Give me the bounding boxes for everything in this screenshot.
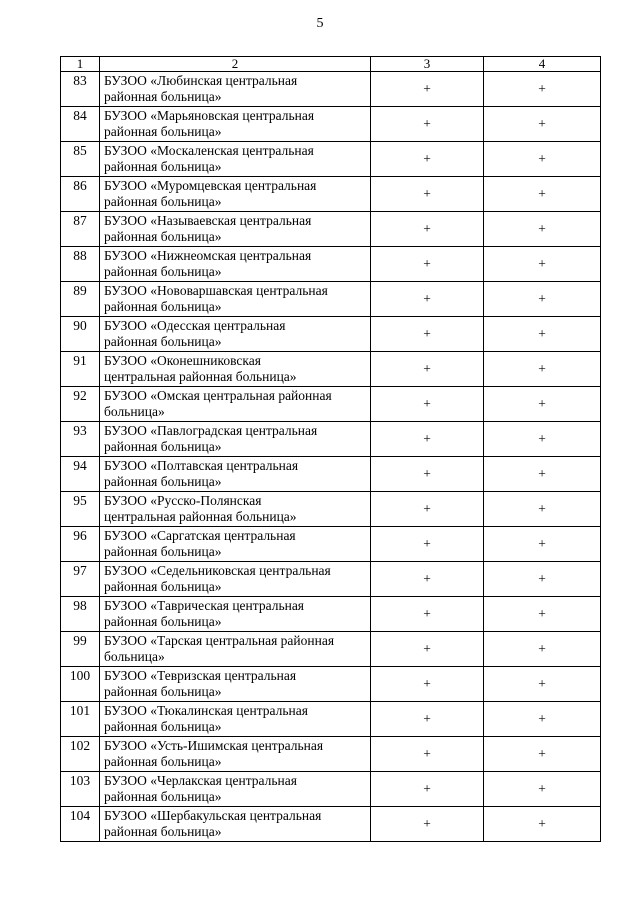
row-number: 90: [61, 317, 100, 352]
col4-mark: +: [484, 72, 601, 107]
hospital-table: [60, 56, 601, 842]
institution-name: [100, 492, 371, 527]
institution-name: [100, 702, 371, 737]
col4-mark: +: [484, 387, 601, 422]
institution-name-line2: районная больница»: [104, 159, 222, 174]
institution-name: [100, 632, 371, 667]
institution-name-line1: БУЗОО «Тарская центральная районная: [104, 633, 335, 648]
institution-name-line1: БУЗОО «Одесская центральная: [104, 318, 286, 333]
institution-name-line1: БУЗОО «Марьяновская центральная: [104, 108, 315, 123]
col4-mark: +: [484, 667, 601, 702]
institution-name-line2: районная больница»: [104, 754, 222, 769]
col4-mark: +: [484, 177, 601, 212]
institution-name: [100, 772, 371, 807]
col4-mark: +: [484, 422, 601, 457]
table-row: [61, 667, 601, 702]
institution-name-line2: больница»: [104, 649, 165, 664]
institution-name-line2: районная больница»: [104, 194, 222, 209]
col3-mark: +: [371, 702, 484, 737]
table-row: [61, 142, 601, 177]
institution-name-line1: БУЗОО «Называевская центральная: [104, 213, 312, 228]
header-cell-2: 2: [100, 57, 371, 72]
col4-mark: +: [484, 632, 601, 667]
col3-mark: +: [371, 142, 484, 177]
table-row: [61, 177, 601, 212]
row-number: 83: [61, 72, 100, 107]
institution-name: [100, 282, 371, 317]
table-row: [61, 807, 601, 842]
col3-mark: +: [371, 597, 484, 632]
row-number: 102: [61, 737, 100, 772]
institution-name-line2: районная больница»: [104, 89, 222, 104]
table-row: [61, 72, 601, 107]
institution-name-line1: БУЗОО «Полтавская центральная: [104, 458, 299, 473]
institution-name: [100, 177, 371, 212]
table-row: [61, 387, 601, 422]
institution-name-line1: БУЗОО «Тюкалинская центральная: [104, 703, 308, 718]
institution-name-line1: БУЗОО «Нижнеомская центральная: [104, 248, 312, 263]
col3-mark: +: [371, 282, 484, 317]
institution-name-line2: больница»: [104, 404, 165, 419]
institution-name-line2: районная больница»: [104, 614, 222, 629]
institution-name-line2: районная больница»: [104, 579, 222, 594]
institution-name: [100, 667, 371, 702]
institution-name-line2: районная больница»: [104, 474, 222, 489]
row-number: 100: [61, 667, 100, 702]
institution-name-line1: БУЗОО «Таврическая центральная: [104, 598, 305, 613]
institution-name: [100, 387, 371, 422]
col4-mark: +: [484, 317, 601, 352]
col3-mark: +: [371, 632, 484, 667]
row-number: 87: [61, 212, 100, 247]
col4-mark: +: [484, 282, 601, 317]
col3-mark: +: [371, 667, 484, 702]
institution-name-line2: районная больница»: [104, 334, 222, 349]
institution-name: [100, 737, 371, 772]
institution-name-line1: БУЗОО «Москаленская центральная: [104, 143, 314, 158]
institution-name-line1: БУЗОО «Шербакульская центральная: [104, 808, 322, 823]
row-number: 88: [61, 247, 100, 282]
table-row: [61, 492, 601, 527]
institution-name: [100, 527, 371, 562]
col4-mark: +: [484, 352, 601, 387]
institution-name-line2: районная больница»: [104, 719, 222, 734]
institution-name-line1: БУЗОО «Седельниковская центральная: [104, 563, 331, 578]
institution-name-line2: районная больница»: [104, 824, 222, 839]
col4-mark: +: [484, 492, 601, 527]
table-row: [61, 422, 601, 457]
institution-name: [100, 247, 371, 282]
row-number: 85: [61, 142, 100, 177]
header-row: [61, 57, 601, 72]
col4-mark: +: [484, 737, 601, 772]
row-number: 91: [61, 352, 100, 387]
institution-name-line2: центральная районная больница»: [104, 369, 297, 384]
institution-name-line2: центральная районная больница»: [104, 509, 297, 524]
institution-name-line1: БУЗОО «Павлоградская центральная: [104, 423, 318, 438]
col4-mark: +: [484, 212, 601, 247]
table-row: [61, 282, 601, 317]
col3-mark: +: [371, 737, 484, 772]
institution-name-line1: БУЗОО «Тевризская центральная: [104, 668, 297, 683]
col3-mark: +: [371, 247, 484, 282]
institution-name-line1: БУЗОО «Усть-Ишимская центральная: [104, 738, 324, 753]
institution-name-line2: районная больница»: [104, 229, 222, 244]
table-row: [61, 527, 601, 562]
institution-name: [100, 212, 371, 247]
col3-mark: +: [371, 72, 484, 107]
institution-name-line2: районная больница»: [104, 124, 222, 139]
institution-name-line1: БУЗОО «Черлакская центральная: [104, 773, 297, 788]
institution-name: [100, 317, 371, 352]
table-header: [61, 57, 601, 72]
table-row: [61, 597, 601, 632]
col3-mark: +: [371, 352, 484, 387]
row-number: 94: [61, 457, 100, 492]
col3-mark: +: [371, 492, 484, 527]
table-row: [61, 457, 601, 492]
row-number: 95: [61, 492, 100, 527]
col4-mark: +: [484, 772, 601, 807]
row-number: 96: [61, 527, 100, 562]
col4-mark: +: [484, 562, 601, 597]
col3-mark: +: [371, 212, 484, 247]
row-number: 93: [61, 422, 100, 457]
institution-name-line2: районная больница»: [104, 439, 222, 454]
col3-mark: +: [371, 177, 484, 212]
table-row: [61, 317, 601, 352]
institution-name: [100, 597, 371, 632]
col4-mark: +: [484, 702, 601, 737]
table-row: [61, 632, 601, 667]
institution-name: [100, 807, 371, 842]
institution-name-line1: БУЗОО «Саргатская центральная: [104, 528, 296, 543]
col3-mark: +: [371, 807, 484, 842]
institution-name: [100, 352, 371, 387]
table-row: [61, 107, 601, 142]
row-number: 99: [61, 632, 100, 667]
row-number: 86: [61, 177, 100, 212]
col3-mark: +: [371, 317, 484, 352]
institution-name-line2: районная больница»: [104, 299, 222, 314]
institution-name: [100, 457, 371, 492]
col3-mark: +: [371, 107, 484, 142]
col4-mark: +: [484, 527, 601, 562]
page-number: 5: [316, 16, 324, 31]
table-row: [61, 352, 601, 387]
col4-mark: +: [484, 807, 601, 842]
table-row: [61, 562, 601, 597]
institution-name: [100, 72, 371, 107]
row-number: 104: [61, 807, 100, 842]
col3-mark: +: [371, 562, 484, 597]
header-cell-3: 3: [371, 57, 484, 72]
row-number: 103: [61, 772, 100, 807]
institution-name-line2: районная больница»: [104, 789, 222, 804]
institution-name: [100, 142, 371, 177]
col3-mark: +: [371, 527, 484, 562]
col4-mark: +: [484, 597, 601, 632]
institution-name: [100, 422, 371, 457]
table-row: [61, 247, 601, 282]
col4-mark: +: [484, 457, 601, 492]
col4-mark: +: [484, 142, 601, 177]
institution-name-line2: районная больница»: [104, 264, 222, 279]
institution-name-line1: БУЗОО «Любинская центральная: [104, 73, 298, 88]
institution-name: [100, 107, 371, 142]
col3-mark: +: [371, 387, 484, 422]
institution-name-line2: районная больница»: [104, 544, 222, 559]
header-cell-1: 1: [61, 57, 100, 72]
row-number: 101: [61, 702, 100, 737]
table-body: [61, 72, 601, 842]
institution-name-line1: БУЗОО «Нововаршавская центральная: [104, 283, 328, 298]
institution-name-line1: БУЗОО «Оконешниковская: [104, 353, 261, 368]
col3-mark: +: [371, 457, 484, 492]
col4-mark: +: [484, 107, 601, 142]
institution-name-line1: БУЗОО «Муромцевская центральная: [104, 178, 317, 193]
institution-name-line2: районная больница»: [104, 684, 222, 699]
institution-name-line1: БУЗОО «Русско-Полянская: [104, 493, 262, 508]
row-number: 97: [61, 562, 100, 597]
header-cell-4: 4: [484, 57, 601, 72]
table-row: [61, 737, 601, 772]
table-row: [61, 702, 601, 737]
col4-mark: +: [484, 247, 601, 282]
institution-name-line1: БУЗОО «Омская центральная районная: [104, 388, 332, 403]
institution-name: [100, 562, 371, 597]
row-number: 92: [61, 387, 100, 422]
col3-mark: +: [371, 772, 484, 807]
row-number: 89: [61, 282, 100, 317]
table-row: [61, 772, 601, 807]
row-number: 98: [61, 597, 100, 632]
row-number: 84: [61, 107, 100, 142]
col3-mark: +: [371, 422, 484, 457]
table-row: [61, 212, 601, 247]
